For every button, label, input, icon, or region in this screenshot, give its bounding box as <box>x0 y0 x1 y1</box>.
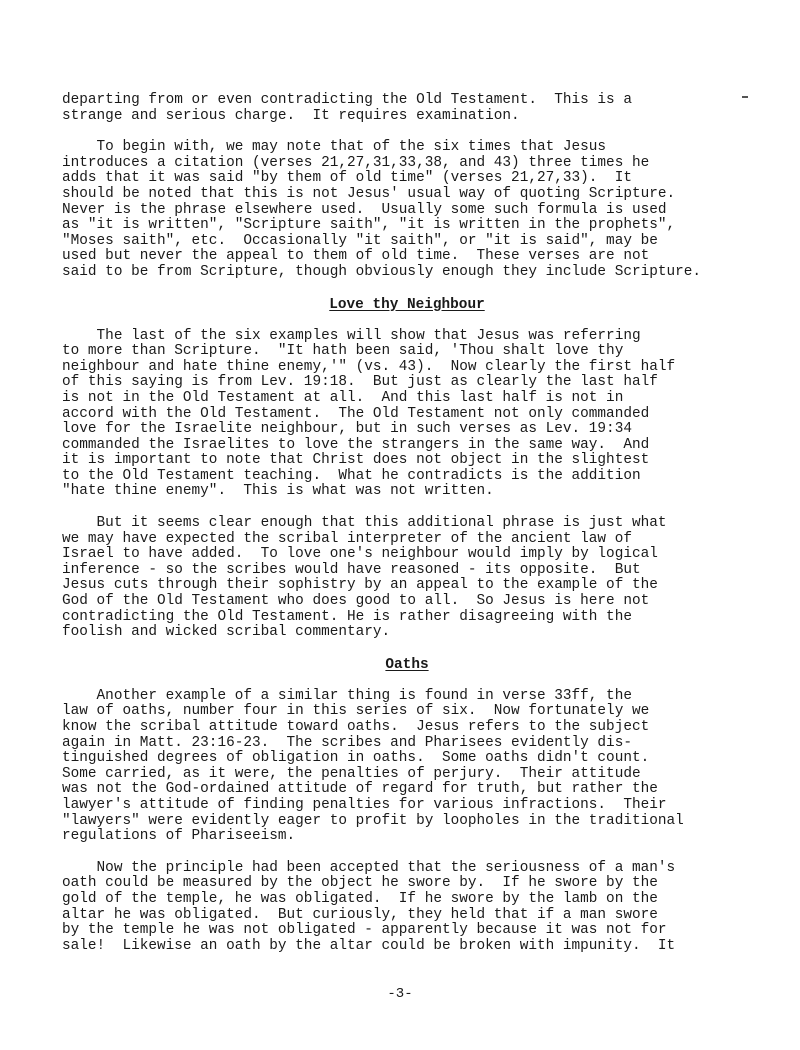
heading-oaths: Oaths <box>385 656 429 673</box>
paragraph-6: Now the principle had been accepted that the seriousness of a man's oath could be measured by the object he swore by. If he swore by the gold of the temple, he was obligated. If he swore by the lamb on the altar he was obligated. But curiously, they held that if a man swore by the temple he was not obligated - apparently because it was not for sale! Likewise an oath by the altar could be broken with impunity. It <box>62 859 676 954</box>
heading-love-thy-neighbour: Love thy Neighbour <box>329 296 485 313</box>
page-number: -3- <box>387 986 413 1002</box>
paragraph-2: To begin with, we may note that of the six times that Jesus introduces a citation (verses 21,27,31,33,38, and 43) three times he adds that it was said "by them of old time" (verses 21,27,33). It should be noted that this is not Jesus' usual way of quoting Scripture. Never is the phrase elsewhere used. Usually some such formula is used as "it is written", "Scripture saith", "it is written in the prophets", "Moses saith", etc. Occasionally "it saith", or "it is said", may be used but never the appeal to them of old time. These verses are not said to be from Scripture, though obviously enough they include Scripture. <box>62 139 702 280</box>
document-body <box>62 93 752 954</box>
paragraph-3: The last of the six examples will show that Jesus was referring to more than Scripture. "It hath been said, 'Thou shalt love thy neighbour and hate thine enemy,'" (vs. 43). Now clearly the first half of this saying is from Lev. 19:18. But just as clearly the last half is not in the Old Testament at all. And this last half is not in accord with the Old Testament. The Old Testament not only commanded love for the Israelite neighbour, but in such verses as Lev. 19:34 commanded the Israelites to love the strangers in the same way. And it is important to note that Christ does not object in the slightest to the Old Testament teaching. What he contradicts is the addition "hate thine enemy". This is what was not written. <box>62 327 676 500</box>
paragraph-1: departing from or even contradicting the Old Testament. This is a strange and serious charge. It requires examination. <box>62 92 632 124</box>
paragraph-5: Another example of a similar thing is found in verse 33ff, the law of oaths, number four in this series of six. Now fortunately we know the scribal attitude toward oaths. Jesus refers to the subject again in Matt. 23:16-23. The scribes and Pharisees evidently dis- tinguished degrees of obligation in oaths. Some oaths didn't count. Some carried, as it were, the penalties of perjury. Their attitude was not the God-ordained attitude of regard for truth, but rather the lawyer's attitude of finding penalties for various infractions. Their "lawyers" were evidently eager to profit by loopholes in the traditional regulations of Phariseeism. <box>62 687 684 845</box>
paragraph-4: But it seems clear enough that this additional phrase is just what we may have expected the scribal interpreter of the ancient law of Israel to have added. To love one's neighbour would imply by logical inference - so the scribes would have reasoned - its opposite. But Jesus cuts through their sophistry by an appeal to the example of the God of the Old Testament who does good to all. So Jesus is here not contradicting the Old Testament. He is rather disagreeing with the foolish and wicked scribal commentary. <box>62 515 667 641</box>
